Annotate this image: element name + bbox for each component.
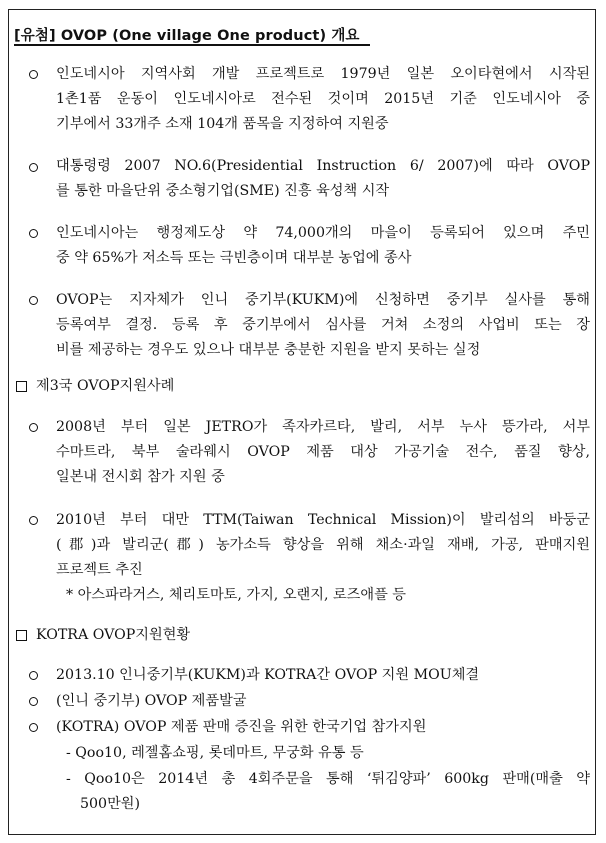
title-underline: [14, 44, 370, 46]
s1-b3-line-b: 중 약 65%가 저소득 또는 극빈층이며 대부분 농업에 종사: [56, 250, 412, 266]
s1-b2-line-b: 를 통한 마을단위 중소형기업(SME) 진흥 육성책 시작: [56, 183, 390, 199]
s1-b1-line-c: 기부에서 33개주 소재 104개 품목을 지정하여 지원중: [56, 116, 389, 132]
document-title: [유첨] OVOP (One village One product) 개요: [14, 28, 360, 44]
s1-b1-line-b: 1촌1품 운동이 인도네시아로 전수된 것이며 2015년 기준 인도네시아 중: [56, 91, 590, 107]
bullet-circle-icon: [29, 423, 38, 432]
section3-heading: KOTRA OVOP지원현황: [36, 627, 191, 643]
s2-b1-line-c: 일본내 전시회 참가 지원 중: [56, 469, 225, 485]
s3-b3-dash-b: - Qoo10은 2014년 총 4회주문을 통해 ‘튀김양파’ 600kg 판매(매출 약: [66, 771, 590, 787]
bullet-circle-icon: [29, 723, 38, 732]
s3-b2-line-a: (인니 중기부) OVOP 제품발굴: [56, 693, 247, 709]
s2-b1-line-a: 2008년 부터 일본 JETRO가 족자카르타, 발리, 서부 누사 뜽가라, 서부: [56, 419, 590, 435]
s3-b3-line-a: (KOTRA) OVOP 제품 판매 증진을 위한 한국기업 참가지원: [56, 719, 427, 735]
s1-b2-line-a: 대통령령 2007 NO.6(Presidential Instruction 6/ 2007)에 따라 OVOP: [56, 158, 590, 174]
bullet-circle-icon: [29, 163, 38, 172]
s1-b3-line-a: 인도네시아는 행정제도상 약 74,000개의 마을이 등록되어 있으며 주민: [56, 225, 590, 241]
bullet-circle-icon: [29, 516, 38, 525]
section-square-icon: [16, 630, 27, 641]
bullet-circle-icon: [29, 296, 38, 305]
s1-b4-line-c: 비를 제공하는 경우도 있으나 대부분 충분한 지원을 받지 못하는 실정: [56, 342, 481, 358]
bullet-circle-icon: [29, 229, 38, 238]
s1-b1-line-a: 인도네시아 지역사회 개발 프로젝트로 1979년 일본 오이타현에서 시작된: [56, 66, 590, 82]
s3-b1-line-a: 2013.10 인니중기부(KUKM)과 KOTRA간 OVOP 지원 MOU체결: [56, 667, 480, 683]
s1-b4-line-a: OVOP는 지자체가 인니 중기부(KUKM)에 신청하면 중기부 실사를 통해: [56, 292, 590, 308]
bullet-circle-icon: [29, 697, 38, 706]
s3-b3-dash-c: 500만원): [80, 796, 141, 812]
s3-b3-dash-a: - Qoo10, 레젤홈쇼핑, 롯데마트, 무궁화 유통 등: [66, 745, 364, 761]
s2-b2-line-a: 2010년 부터 대만 TTM(Taiwan Technical Mission)이 발리섬의 바둥군: [56, 512, 590, 528]
s2-b2-note: * 아스파라거스, 체리토마토, 가지, 오랜지, 로즈애플 등: [66, 587, 407, 603]
s2-b2-line-c: 프로젝트 추진: [56, 562, 143, 578]
bullet-circle-icon: [29, 671, 38, 680]
s2-b1-line-b: 수마트라, 북부 술라웨시 OVOP 제품 대상 가공기술 전수, 품질 향상,: [56, 444, 590, 460]
s1-b4-line-b: 등록여부 결정. 등록 후 중기부에서 심사를 거쳐 소정의 사업비 또는 장: [56, 317, 590, 333]
section2-heading: 제3국 OVOP지원사례: [36, 378, 175, 394]
s2-b2-line-b: (郡)과 발리군(郡) 농가소득 향상을 위해 채소·과일 재배, 가공, 판매지원: [56, 537, 590, 553]
section-square-icon: [16, 381, 27, 392]
bullet-circle-icon: [29, 70, 38, 79]
